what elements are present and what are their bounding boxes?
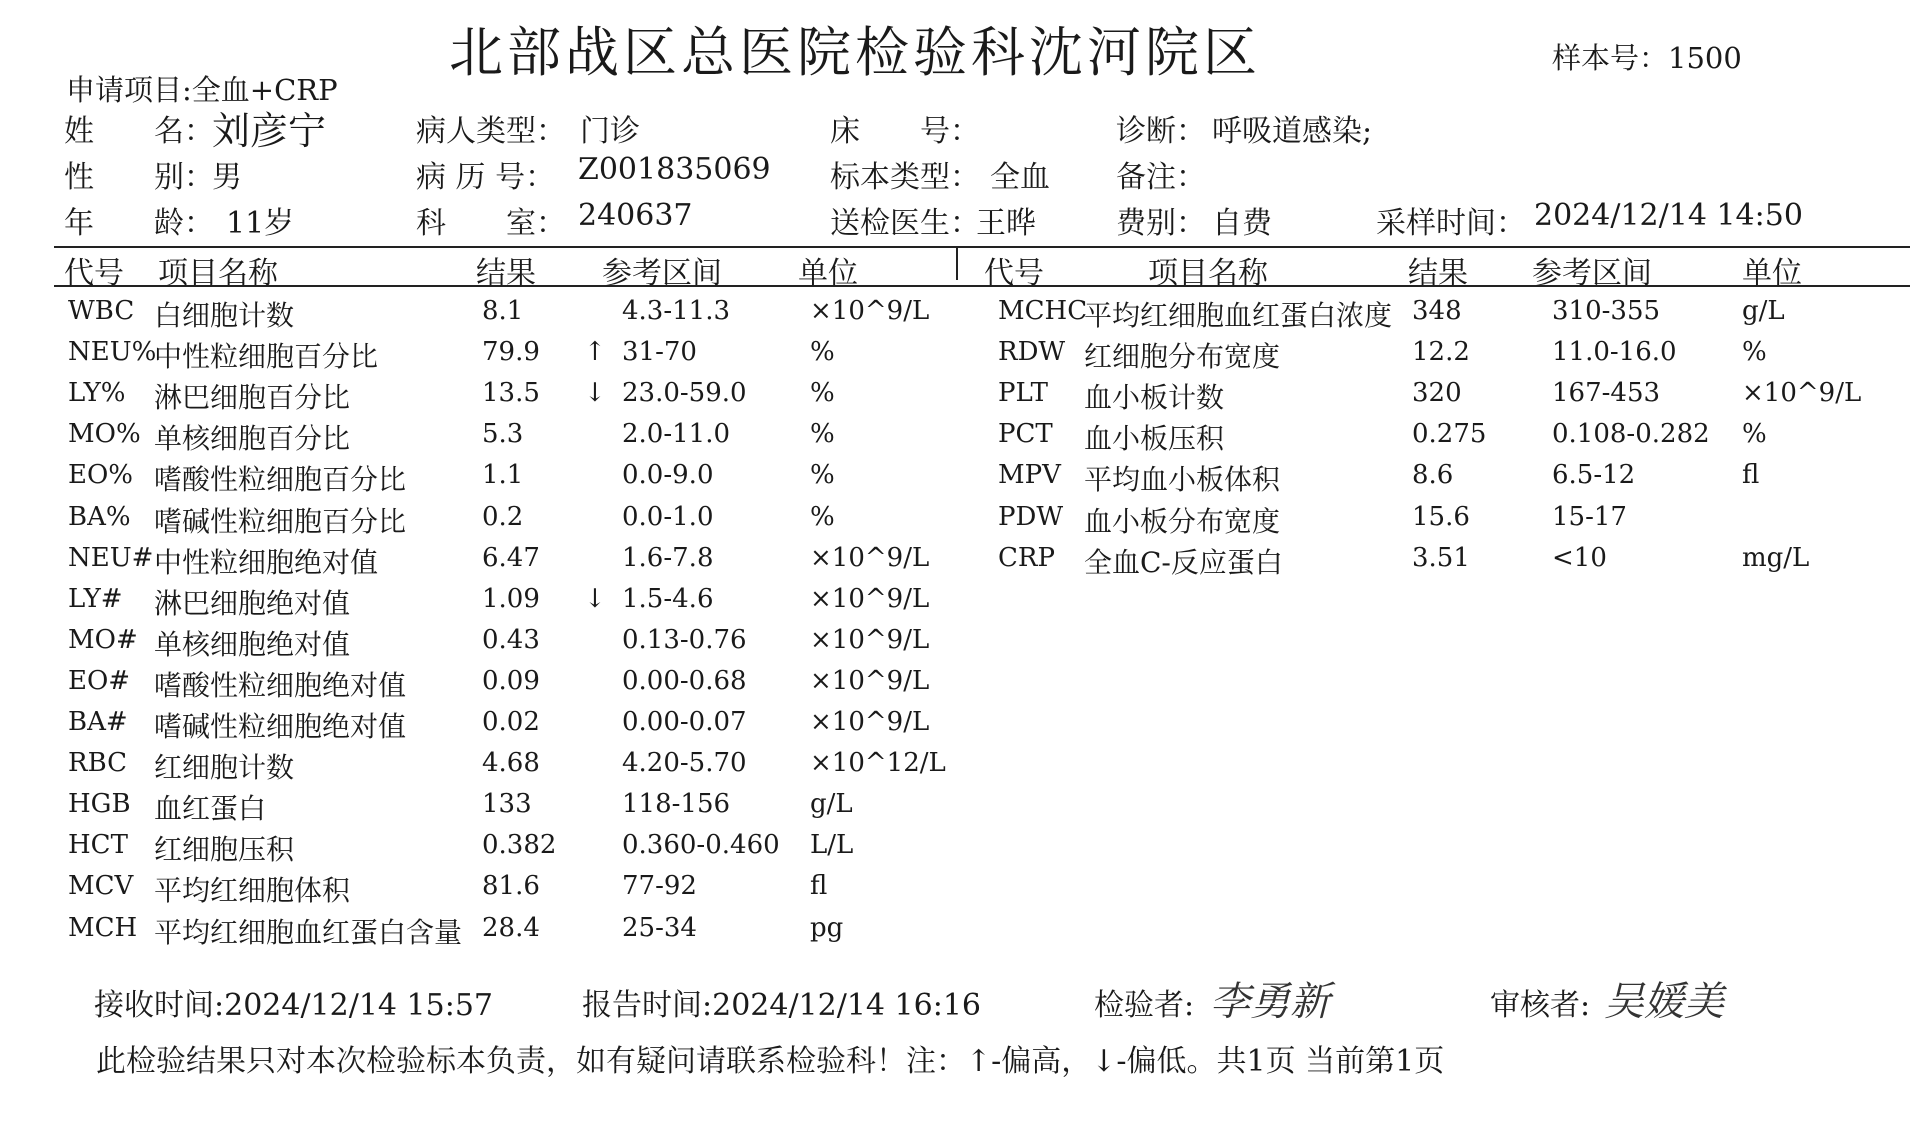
cell-name: 单核细胞百分比 — [154, 422, 351, 456]
col-range-left: 参考区间 — [602, 256, 722, 291]
cell-code: MO# — [68, 624, 138, 655]
cell-range: 31-70 — [622, 337, 697, 368]
cell-name: 白细胞计数 — [154, 299, 295, 332]
col-result-left: 结果 — [476, 256, 536, 291]
cell-unit: ×10^9/L — [810, 296, 930, 326]
cell-range: 77-92 — [622, 871, 697, 902]
cell-code: MCH — [68, 912, 138, 943]
cell-result: 320 — [1412, 378, 1462, 409]
cell-result: 0.43 — [482, 624, 540, 655]
cell-name: 红细胞分布宽度 — [1084, 340, 1281, 374]
col-code-right: 代号 — [984, 256, 1044, 291]
cell-unit: ×10^9/L — [810, 707, 930, 737]
cell-name: 血小板分布宽度 — [1084, 504, 1281, 538]
cell-range: 1.5-4.6 — [622, 583, 714, 614]
cell-unit: % — [810, 460, 835, 491]
cell-range: 1.6-7.8 — [622, 542, 714, 573]
sample-number: 样本号：1500 — [1552, 41, 1742, 75]
cell-result: 0.382 — [482, 830, 557, 861]
cell-name: 红细胞压积 — [154, 833, 295, 867]
cell-name: 平均红细胞血红蛋白浓度 — [1084, 299, 1393, 332]
disclaimer-note: 此检验结果只对本次检验标本负责，如有疑问请联系检验科！注：↑-偏高，↓-偏低。共1页 当前第1页 — [96, 1044, 1445, 1079]
cell-result: 1.09 — [482, 583, 540, 614]
cell-unit: L/L — [810, 830, 854, 861]
cell-code: EO# — [68, 665, 131, 696]
cell-range: 15-17 — [1552, 501, 1627, 532]
cell-unit: fl — [1742, 460, 1760, 491]
col-name-right: 项目名称 — [1148, 256, 1268, 291]
cell-unit: ×10^9/L — [810, 665, 930, 696]
cell-code: EO% — [68, 460, 133, 491]
cell-unit: % — [1742, 337, 1767, 368]
department-label: 科 室： — [416, 206, 566, 241]
name-label: 姓 名： — [64, 114, 214, 149]
cell-result: 4.68 — [482, 748, 540, 779]
cell-unit: ×10^9/L — [1742, 378, 1862, 409]
doctor-label: 送检医生： — [830, 206, 980, 241]
cell-range: 11.0-16.0 — [1552, 337, 1677, 368]
sex-label: 性 别： — [64, 160, 214, 195]
cell-range: 0.108-0.282 — [1552, 419, 1710, 450]
department: 240637 — [578, 198, 693, 233]
col-range-right: 参考区间 — [1532, 256, 1652, 291]
cell-result: 348 — [1412, 296, 1462, 326]
cell-code: PDW — [998, 501, 1064, 532]
column-divider — [956, 246, 958, 280]
cell-range: 0.00-0.07 — [622, 707, 747, 737]
cell-name: 中性粒细胞绝对值 — [154, 545, 379, 579]
cell-code: RBC — [68, 748, 128, 779]
cell-range: 167-453 — [1552, 378, 1661, 409]
specimen-type: 全血 — [990, 160, 1050, 195]
sample-time-label: 采样时间： — [1376, 206, 1526, 241]
cell-result: 79.9 — [482, 337, 540, 368]
cell-name: 血小板计数 — [1084, 381, 1225, 415]
cell-name: 嗜碱性粒细胞绝对值 — [154, 710, 407, 743]
cell-result: 5.3 — [482, 419, 524, 450]
report-time: 报告时间:2024/12/14 16:16 — [582, 988, 982, 1023]
cell-range: 4.20-5.70 — [622, 748, 747, 779]
cell-name: 血小板压积 — [1084, 422, 1225, 456]
cell-range: 25-34 — [622, 912, 697, 943]
cell-flag-flag: ↓ — [584, 378, 606, 409]
cell-range: 118-156 — [622, 789, 731, 820]
fee-type-label: 费别： — [1116, 206, 1206, 241]
cell-code: HGB — [68, 789, 131, 820]
cell-result: 15.6 — [1412, 501, 1470, 532]
cell-unit: g/L — [810, 789, 853, 820]
cell-name: 中性粒细胞百分比 — [154, 340, 379, 374]
cell-name: 嗜酸性粒细胞绝对值 — [154, 668, 407, 702]
cell-unit: ×10^12/L — [810, 748, 946, 779]
cell-name: 红细胞计数 — [154, 751, 295, 785]
cell-code: HCT — [68, 830, 128, 861]
cell-code: BA% — [68, 501, 131, 532]
cell-flag-flag: ↓ — [584, 583, 606, 614]
specimen-type-label: 标本类型： — [830, 160, 980, 195]
cell-code: CRP — [998, 542, 1055, 573]
tester-label: 检验者: — [1094, 988, 1195, 1023]
cell-range: 0.0-1.0 — [622, 501, 714, 532]
cell-range: 6.5-12 — [1552, 460, 1636, 491]
cell-result: 3.51 — [1412, 542, 1470, 573]
cell-code: PLT — [998, 378, 1048, 409]
cell-code: WBC — [68, 296, 135, 326]
cell-range: 0.0-9.0 — [622, 460, 714, 491]
cell-result: 0.02 — [482, 707, 540, 737]
cell-range: 2.0-11.0 — [622, 419, 731, 450]
cell-unit: ×10^9/L — [810, 583, 930, 614]
age-label: 年 龄： — [64, 206, 214, 241]
cell-unit: ×10^9/L — [810, 542, 930, 573]
reviewer-label: 审核者: — [1490, 988, 1591, 1023]
receive-time: 接收时间:2024/12/14 15:57 — [94, 988, 494, 1023]
cell-result: 6.47 — [482, 542, 540, 573]
cell-name: 平均血小板体积 — [1084, 463, 1281, 497]
reviewer-signature: 吴媛美 — [1604, 979, 1724, 1025]
cell-result: 133 — [482, 789, 532, 820]
cell-result: 0.2 — [482, 501, 524, 532]
tester-signature: 李勇新 — [1210, 979, 1330, 1025]
col-unit-right: 单位 — [1742, 256, 1802, 291]
cell-unit: % — [810, 378, 835, 409]
cell-result: 0.275 — [1412, 419, 1487, 450]
remark-label: 备注： — [1116, 160, 1206, 195]
fee-type: 自费 — [1212, 206, 1272, 241]
cell-range: 0.360-0.460 — [622, 830, 780, 861]
cell-unit: % — [810, 337, 835, 368]
cell-name: 嗜酸性粒细胞百分比 — [154, 463, 407, 497]
cell-code: BA# — [68, 707, 128, 737]
patient-age: 11岁 — [226, 206, 295, 241]
cell-range: 0.13-0.76 — [622, 624, 747, 655]
cell-result: 13.5 — [482, 378, 540, 409]
record-number: Z001835069 — [578, 152, 771, 187]
cell-result: 8.1 — [482, 296, 524, 326]
cell-unit: % — [1742, 419, 1767, 450]
cell-unit: % — [810, 501, 835, 532]
cell-name: 全血C-反应蛋白 — [1084, 545, 1283, 579]
cell-result: 12.2 — [1412, 337, 1470, 368]
cell-unit: mg/L — [1742, 542, 1810, 573]
cell-range: 23.0-59.0 — [622, 378, 747, 409]
cell-code: RDW — [998, 337, 1066, 368]
patient-sex: 男 — [212, 160, 242, 195]
cell-code: LY% — [68, 378, 126, 409]
cell-code: MO% — [68, 419, 141, 450]
cell-code: NEU% — [68, 337, 157, 368]
doctor: 王晔 — [976, 206, 1036, 241]
patient-name: 刘彦宁 — [212, 109, 327, 153]
cell-name: 平均红细胞体积 — [154, 874, 351, 908]
cell-name: 嗜碱性粒细胞百分比 — [154, 504, 407, 538]
cell-name: 淋巴细胞百分比 — [154, 381, 351, 415]
patient-type: 门诊 — [580, 114, 640, 149]
cell-range: 0.00-0.68 — [622, 665, 747, 696]
cell-code: MCV — [68, 871, 134, 902]
cell-range: 310-355 — [1552, 296, 1661, 326]
bed-label: 床 号： — [830, 114, 980, 149]
record-number-label: 病 历 号： — [416, 160, 556, 195]
cell-code: MPV — [998, 460, 1061, 491]
col-name-left: 项目名称 — [158, 256, 278, 291]
col-result-right: 结果 — [1408, 256, 1468, 291]
cell-result: 28.4 — [482, 912, 540, 943]
cell-range: <10 — [1552, 542, 1607, 573]
cell-code: PCT — [998, 419, 1053, 450]
cell-name: 血红蛋白 — [154, 792, 267, 826]
cell-result: 8.6 — [1412, 460, 1454, 491]
cell-code: MCHC — [998, 296, 1088, 326]
diagnosis: 呼吸道感染; — [1212, 114, 1373, 149]
cell-unit: % — [810, 419, 835, 450]
cell-range: 4.3-11.3 — [622, 296, 731, 326]
request-items: 申请项目:全血+CRP — [66, 73, 338, 107]
cell-name: 单核细胞绝对值 — [154, 627, 351, 661]
cell-unit: pg — [810, 912, 844, 943]
cell-unit: g/L — [1742, 296, 1785, 326]
patient-type-label: 病人类型： — [416, 114, 566, 149]
cell-result: 0.09 — [482, 665, 540, 696]
cell-unit: fl — [810, 871, 828, 902]
cell-code: NEU# — [68, 542, 154, 573]
report-title: 北部战区总医院检验科沈河院区 — [449, 21, 1261, 84]
cell-result: 81.6 — [482, 871, 540, 902]
cell-name: 淋巴细胞绝对值 — [154, 586, 351, 620]
diagnosis-label: 诊断： — [1116, 114, 1206, 149]
col-unit-left: 单位 — [798, 256, 858, 291]
cell-unit: ×10^9/L — [810, 624, 930, 655]
cell-flag-flag: ↑ — [584, 337, 606, 368]
sample-time: 2024/12/14 14:50 — [1534, 198, 1803, 233]
cell-name: 平均红细胞血红蛋白含量 — [154, 915, 463, 949]
col-code-left: 代号 — [64, 256, 124, 291]
cell-code: LY# — [68, 583, 123, 614]
cell-result: 1.1 — [482, 460, 524, 491]
